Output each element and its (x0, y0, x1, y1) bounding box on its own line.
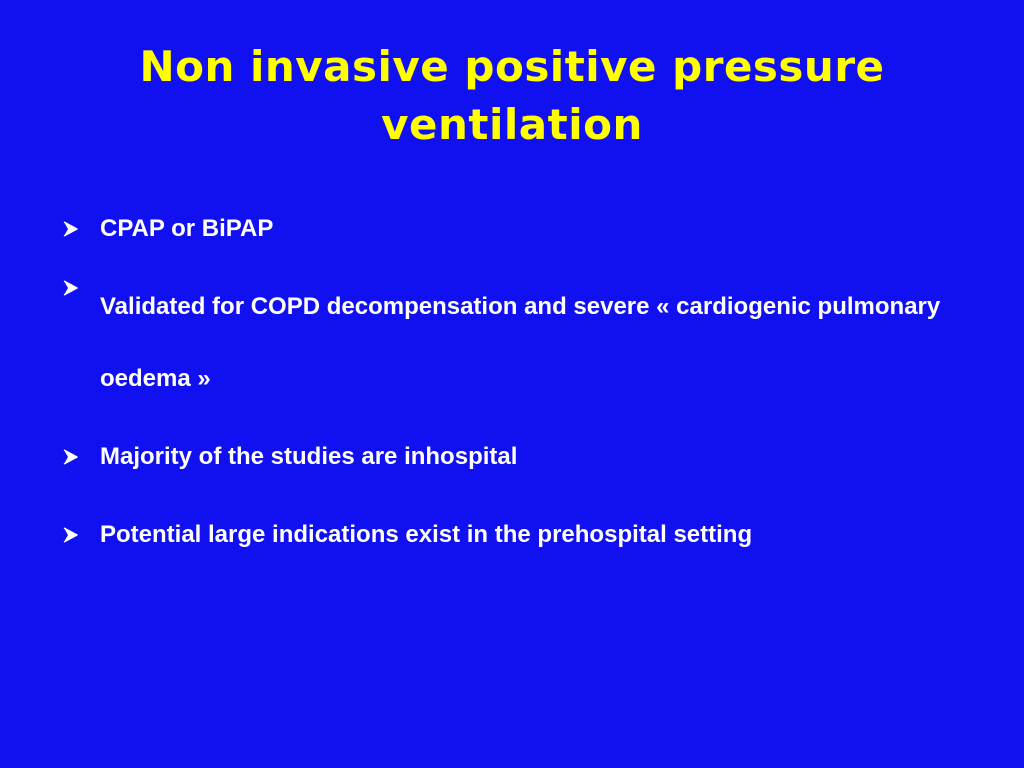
bullet-text: Validated for COPD decompensation and severe « cardiogenic pulmonary oedema » (100, 293, 941, 392)
arrow-bullet-icon (62, 271, 84, 305)
bullet-item (62, 212, 982, 246)
bullet-text: Potential large indications exist in the prehospital setting (100, 521, 753, 548)
bullet-text: CPAP or BiPAP (100, 215, 274, 242)
bullet-item (62, 440, 982, 474)
bullet-list (62, 212, 982, 552)
bullet-item (62, 518, 982, 552)
arrow-bullet-icon (62, 440, 84, 474)
slide-title: Non invasive positive pressure ventilation (139, 42, 885, 149)
arrow-bullet-icon (62, 518, 84, 552)
arrow-bullet-icon (62, 212, 84, 246)
bullet-item (62, 271, 982, 415)
bullet-text: Majority of the studies are inhospital (100, 443, 518, 470)
